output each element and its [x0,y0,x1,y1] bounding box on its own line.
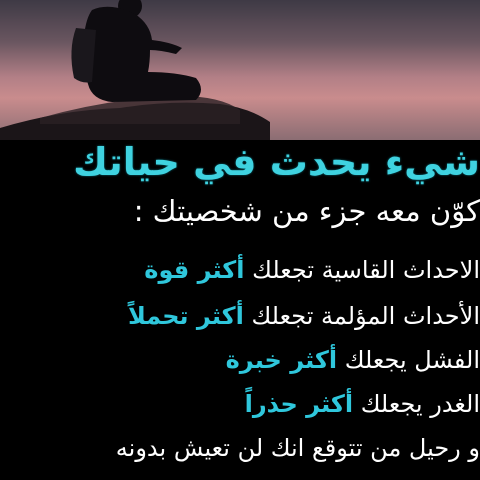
quote-title: شيء يحدث في حياتك [73,140,480,184]
quote-line [245,390,480,418]
quote-line [116,434,480,462]
line-text: الفشل يجعلك [337,346,480,374]
quote-line [128,302,480,330]
line-text: الغدر يجعلك [353,390,480,418]
header-photo [0,0,480,140]
quote-subtitle: كوّن معه جزء من شخصيتك : [133,194,480,228]
line-text: الأحداث المؤلمة تجعلك [243,302,480,330]
line-highlight: أكثر حذراً [244,390,354,418]
line-highlight: أكثر قوة [144,256,245,284]
quote-line [226,346,480,374]
line-text: الاحداث القاسية تجعلك [244,256,480,284]
quote-text-block [0,138,480,480]
silhouette-scene [0,0,480,140]
line-highlight: أكثر خبرة [225,346,338,374]
line-highlight: أكثر تحملاً [127,302,244,330]
line-text: و رحيل من تتوقع انك لن تعيش بدونه [115,434,480,462]
quote-line [144,256,480,284]
person-silhouette [71,0,201,102]
